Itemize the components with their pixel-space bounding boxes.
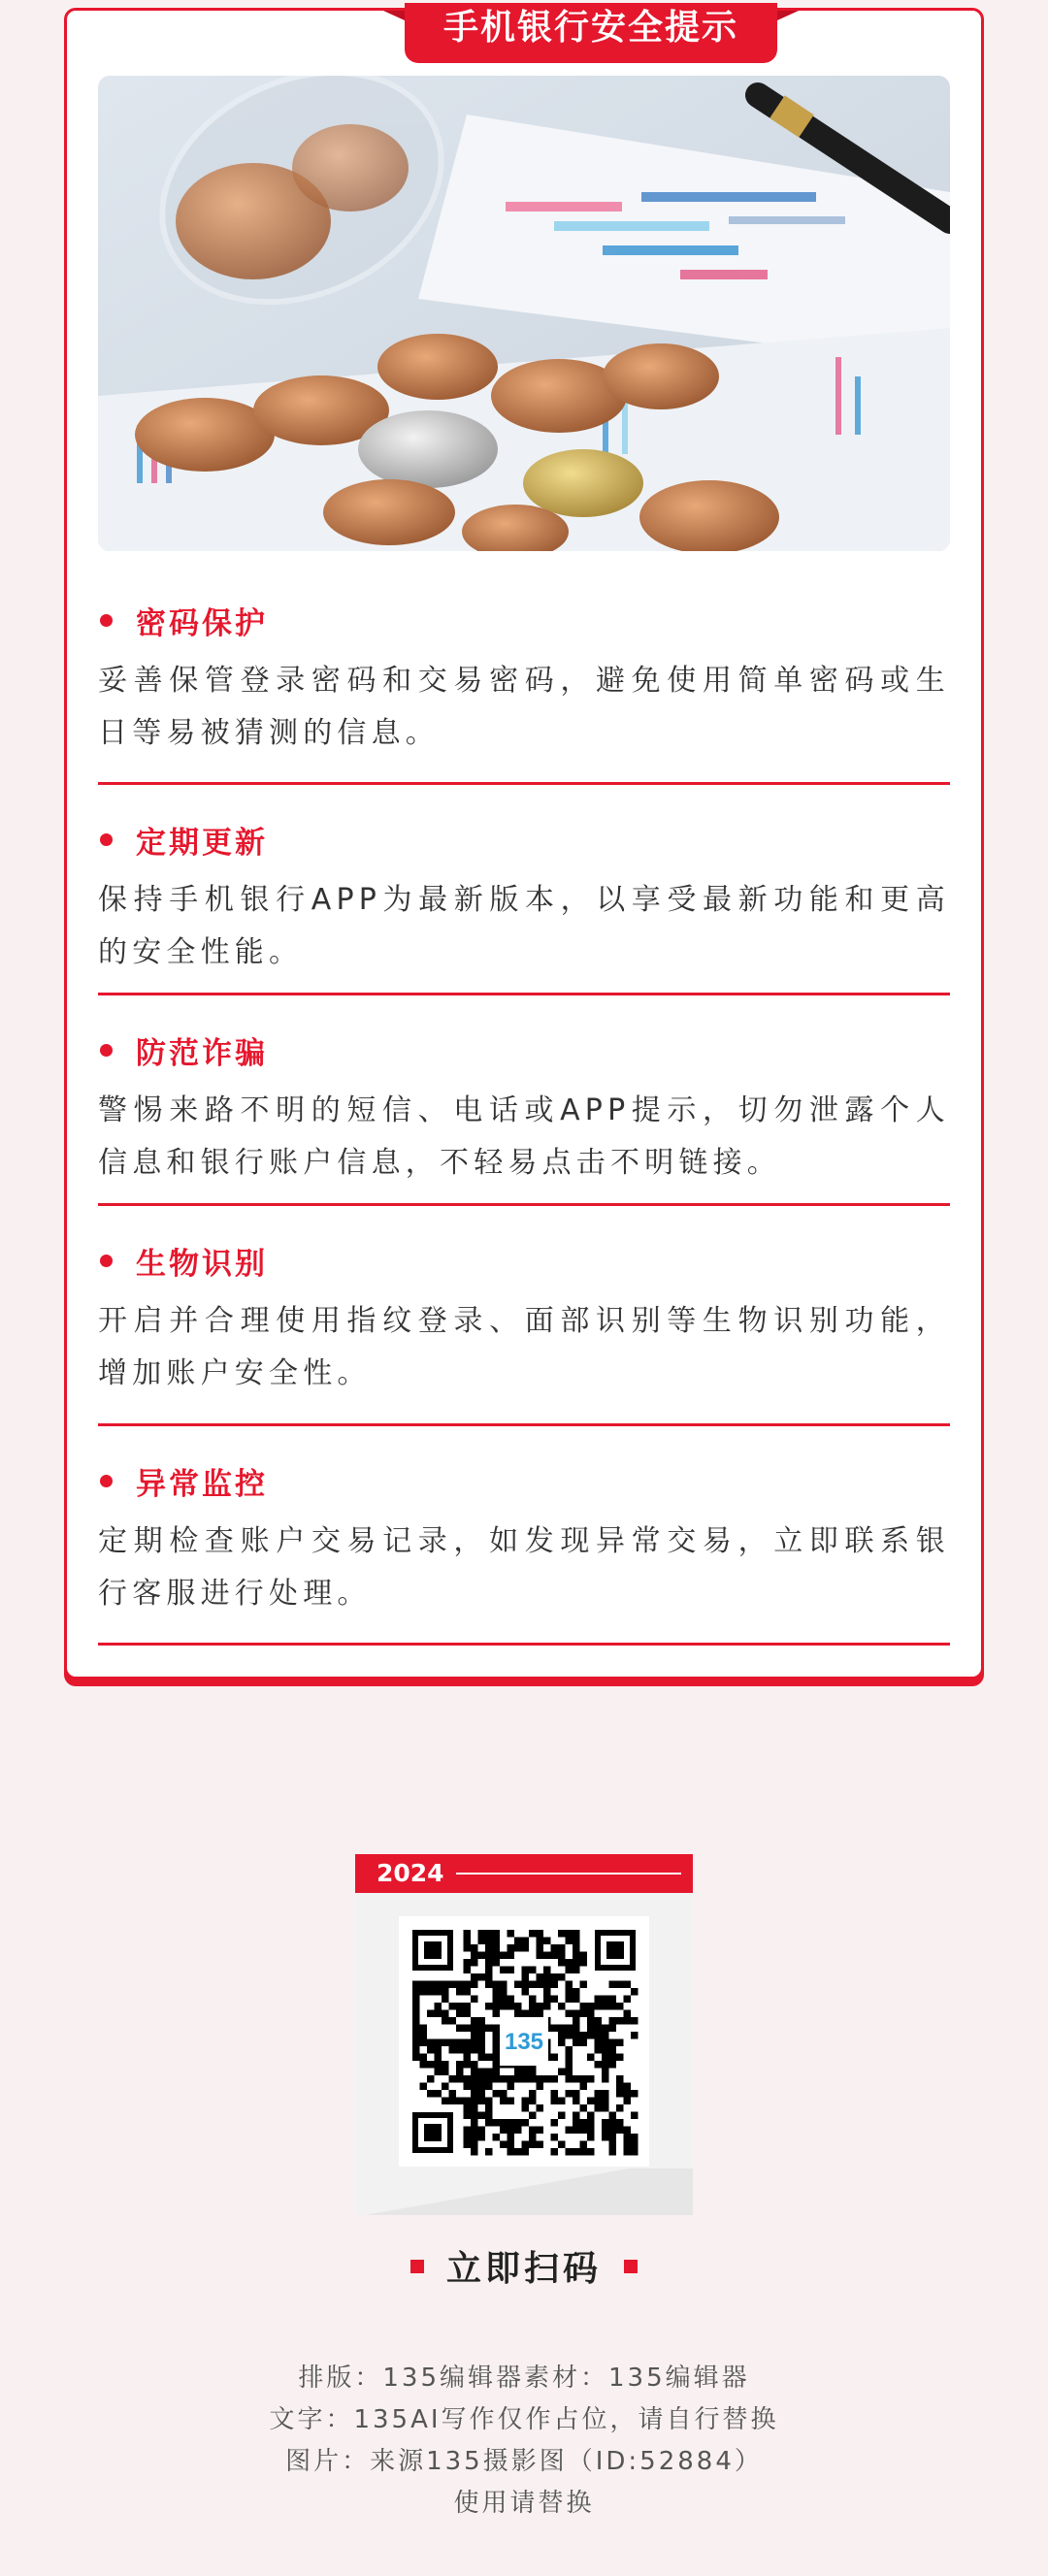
tab-fold-left [383, 11, 405, 20]
qr-card [355, 1854, 693, 2215]
section-update [98, 818, 950, 979]
section-anti-fraud [98, 1028, 950, 1190]
card-title: 手机银行安全提示 [442, 8, 738, 48]
bullet-dot [100, 1044, 113, 1057]
qr-code[interactable] [399, 1916, 649, 2167]
divider [98, 1643, 950, 1646]
section-biometric [98, 1239, 950, 1400]
section-title: 密码保护 [136, 605, 268, 641]
coins-jar-photo [98, 76, 950, 551]
divider [98, 993, 950, 995]
section-title: 防范诈骗 [136, 1035, 268, 1071]
scan-square-left [410, 2260, 424, 2273]
qr-card-shade [355, 2168, 693, 2215]
section-body: 定期检查账户交易记录，如发现异常交易，立即联系银行客服进行处理。 [98, 1524, 950, 1611]
section-title: 生物识别 [136, 1246, 268, 1282]
section-password [98, 599, 950, 760]
section-title: 定期更新 [136, 825, 268, 861]
bullet-dot [100, 614, 113, 627]
qr-year: 2024 [377, 1859, 444, 1887]
section-body: 妥善保管登录密码和交易密码，避免使用简单密码或生日等易被猜测的信息。 [98, 664, 950, 750]
bullet-dot [100, 833, 113, 846]
section-title: 异常监控 [136, 1466, 268, 1502]
credit-text: 文字：135AI写作仅作占位，请自行替换 [269, 2405, 779, 2434]
credit-replace: 使用请替换 [453, 2489, 595, 2518]
section-monitoring [98, 1459, 950, 1620]
qr-logo: 135 [504, 2029, 544, 2055]
bullet-dot [100, 1255, 113, 1267]
qr-year-bar [355, 1854, 693, 1893]
qr-year-line [456, 1873, 681, 1875]
section-body: 警惕来路不明的短信、电话或APP提示，切勿泄露个人信息和银行账户信息，不轻易点击不明链接。 [98, 1093, 950, 1180]
divider [98, 1203, 950, 1206]
credit-image: 图片：来源135摄影图（ID:52884） [285, 2447, 763, 2476]
scan-now-label: 立即扫码 [445, 2249, 602, 2289]
scan-now [0, 2241, 1048, 2291]
section-body: 保持手机银行APP为最新版本，以享受最新功能和更高的安全性能。 [98, 883, 950, 969]
card-title-tab [405, 3, 777, 63]
tab-fold-right [777, 11, 799, 20]
divider [98, 1423, 950, 1426]
divider [98, 782, 950, 785]
bullet-dot [100, 1475, 113, 1487]
scan-square-right [624, 2260, 638, 2273]
credit-layout: 排版：135编辑器素材：135编辑器 [298, 2364, 750, 2393]
section-body: 开启并合理使用指纹登录、面部识别等生物识别功能，增加账户安全性。 [98, 1304, 950, 1390]
credits [0, 2358, 1048, 2525]
